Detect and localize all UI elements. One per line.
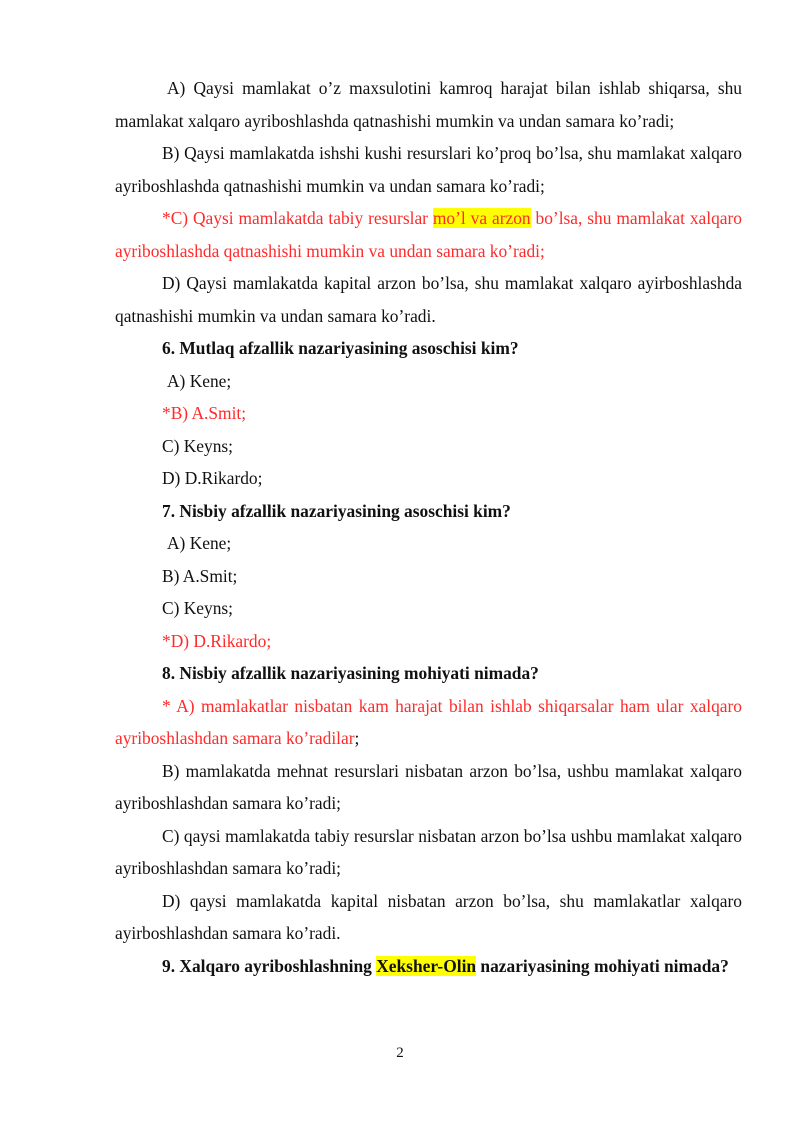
question-7: 7. Nisbiy afzallik nazariyasining asoschisi kim? (162, 500, 511, 521)
q8-option-d (115, 885, 742, 950)
q7-option-b: B) A.Smit; (162, 565, 238, 586)
q8-option-b-text: B) mamlakatda mehnat resurslari nisbatan arzon bo’lsa, ushbu mamlakat xalqaro ayriboshlashdan samara ko’radi; (115, 760, 742, 813)
q8-option-a-end: ; (354, 728, 360, 748)
q8-option-c-text: C) qaysi mamlakatda tabiy resurslar nisbatan arzon bo’lsa ushbu mamlakat xalqaro ayriboshlashdan samara ko’radi; (115, 825, 742, 878)
q5-option-a-text: A) Qaysi mamlakat o’z maxsulotini kamroq harajat bilan ishlab shiqarsa, shu mamlakat xalqaro ayriboshlashda qatnashishi mumkin va undan samara ko’radi; (115, 78, 742, 131)
q8-option-c (115, 820, 742, 885)
q8-option-d-text: D) qaysi mamlakatda kapital nisbatan arzon bo’lsa, shu mamlakatlar xalqaro ayirboshlashdan samara ko’radi. (115, 890, 742, 943)
question-9-text-start: 9. Xalqaro ayriboshlashning (162, 955, 377, 976)
q5-option-d (115, 267, 742, 332)
question-8: 8. Nisbiy afzallik nazariyasining mohiyati nimada? (162, 663, 539, 683)
q5-option-d-text: D) Qaysi mamlakatda kapital arzon bo’lsa, shu mamlakat xalqaro ayirboshlashda qatnashishi mumkin va undan samara ko’radi. (115, 273, 742, 326)
page-number: 2 (396, 1045, 404, 1061)
q8-option-b (115, 755, 742, 820)
q7-option-a: A) Kene; (167, 533, 232, 553)
q5-option-c-correct (115, 202, 742, 267)
q5-option-b-text: B) Qaysi mamlakatda ishshi kushi resurslari ko’proq bo’lsa, shu mamlakat xalqaro ayriboshlashda qatnashishi mumkin va undan samara ko’radi; (115, 143, 742, 196)
q8-option-a-correct (115, 690, 742, 755)
q5-option-c-text-start: *C) Qaysi mamlakatda tabiy resurslar (162, 208, 433, 228)
question-9 (115, 950, 742, 983)
q6-option-d: D) D.Rikardo; (162, 468, 263, 488)
q7-option-d-correct: *D) D.Rikardo; (162, 630, 272, 651)
q5-option-b (115, 137, 742, 202)
question-9-highlight: Xeksher-Olin (376, 955, 477, 976)
q8-option-a-text: * A) mamlakatlar nisbatan kam harajat bilan ishlab shiqarsalar ham ular xalqaro ayriboshlashdan samara ko’radilar (115, 695, 742, 748)
q6-option-c: C) Keyns; (162, 435, 234, 456)
q6-option-b-correct: *B) A.Smit; (162, 403, 247, 423)
q5-option-c-text-end: bo’lsa, shu mamlakat xalqaro ayriboshlashda qatnashishi mumkin va undan samara ko’radi; (115, 208, 742, 261)
question-6: 6. Mutlaq afzallik nazariyasining asoschisi kim? (162, 338, 519, 358)
document-body (115, 72, 742, 982)
q6-option-a: A) Kene; (167, 370, 232, 391)
q5-option-a (115, 72, 742, 137)
question-9-text-end: nazariyasining mohiyati nimada? (476, 955, 729, 976)
q5-option-c-highlight: mo’l va arzon (432, 208, 531, 228)
q7-option-c: C) Keyns; (162, 598, 234, 618)
